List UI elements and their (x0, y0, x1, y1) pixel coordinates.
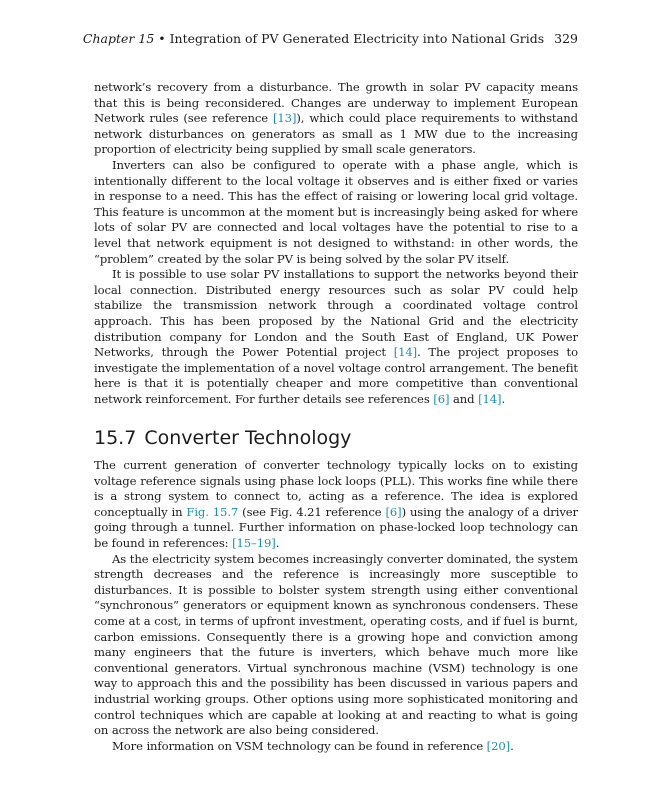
text-run: . The project proposes to investigate the implementation of a novel voltage control arrangement. The benefit here is that it is potentially cheaper and more competitive than conventional network reinforcement. For further details see references (94, 345, 578, 406)
reference-link-14b[interactable]: [14] (478, 391, 502, 406)
text-block-bottom (94, 458, 578, 754)
reference-link-6b[interactable]: [6] (385, 504, 402, 519)
text-run: . (501, 391, 506, 406)
chapter-title: Integration of PV Generated Electricity into National Grids (169, 31, 545, 46)
paragraph-inverters-phase-angle: Inverters can also be configured to operate with a phase angle, which is intentionally different to the local voltage it observes and is either fixed or varies in response to a need. This has the effect of raising or lowering local grid voltage. This feature is uncommon at the moment but is increasingly being asked for where lots of solar PV are connected and local voltages have the potential to rise to a level that network equipment is not designed to withstand: in other words, the “problem” created by the solar PV is being solved by the solar PV itself. (94, 157, 578, 266)
reference-link-13[interactable]: [13] (272, 111, 297, 126)
running-header (0, 31, 578, 47)
text-run: The current generation of converter technology typically locks on to existing voltage reference signals using phase lock loops (PLL). This works fine while there is a strong system to connect to, acting as a reference. The idea is explored conceptually in (94, 458, 578, 519)
paragraph-network-support (94, 267, 578, 407)
paragraph-vsm-info (94, 739, 578, 755)
paragraph-system-strength: As the electricity system becomes increasingly converter dominated, the system strength decreases and the reference is increasingly more susceptible to disturbances. It is possible to bolster system strength using either conventional “synchronous” generators or equipment known as synchronous condensers. These come at a cost, in terms of upfront investment, operating costs, and if fuel is burnt, carbon emissions. Consequently there is a growing hope and conviction among many engineers that the future is inverters, which behave much more like conventional generators. Virtual synchronous machine (VSM) technology is one way to approach this and the possibility has been discussed in various papers and industrial working groups. Other options using more sophisticated monitoring and control techniques which are capable at looking at and reacting to what is going on across the network are also being considered. (94, 551, 578, 738)
text-run: and (449, 391, 479, 406)
text-run: ), which could place requirements to withstand network disturbances on generators as small as 1 MW due to the increasing proportion of electricity being supplied by small scale generators. (94, 111, 578, 157)
header-separator: • (154, 31, 170, 46)
text-run: More information on VSM technology can be found in reference (112, 738, 487, 753)
reference-link-14[interactable]: [14] (393, 345, 418, 360)
section-heading (94, 426, 351, 450)
section-number: 15.7 (94, 427, 137, 449)
text-run: . (275, 535, 280, 550)
reference-link-6[interactable]: [6] (433, 391, 450, 406)
chapter-label: Chapter 15 (82, 31, 155, 46)
reference-link-20[interactable]: [20] (486, 738, 511, 753)
figure-link-15-7[interactable]: Fig. 15.7 (186, 504, 239, 519)
page-number: 329 (554, 31, 578, 46)
text-run: ) using the analogy of a driver going through a tunnel. Further information on phase-locked loop technology can be found in references: (94, 504, 578, 550)
paragraph-converter-pll (94, 458, 578, 552)
reference-link-15-19[interactable]: [15–19] (232, 535, 276, 550)
text-run: network’s recovery from a disturbance. The growth in solar PV capacity means that this is being reconsidered. Changes are underway to implement European Network rules (see reference (94, 80, 578, 126)
text-run: (see Fig. 4.21 reference (238, 504, 386, 519)
text-run: It is possible to use solar PV installations to support the networks beyond their local connection. Distributed energy resources such as solar PV could help stabilize the transmission network through a coordinated voltage control approach. This has been proposed by the National Grid and the electricity distribution company for London and the South East of England, UK Power Networks, through the Power Potential project (94, 267, 578, 360)
text-run: . (510, 738, 514, 753)
section-title: Converter Technology (144, 427, 352, 449)
text-block-top (94, 80, 578, 407)
paragraph-network-recovery (94, 80, 578, 158)
